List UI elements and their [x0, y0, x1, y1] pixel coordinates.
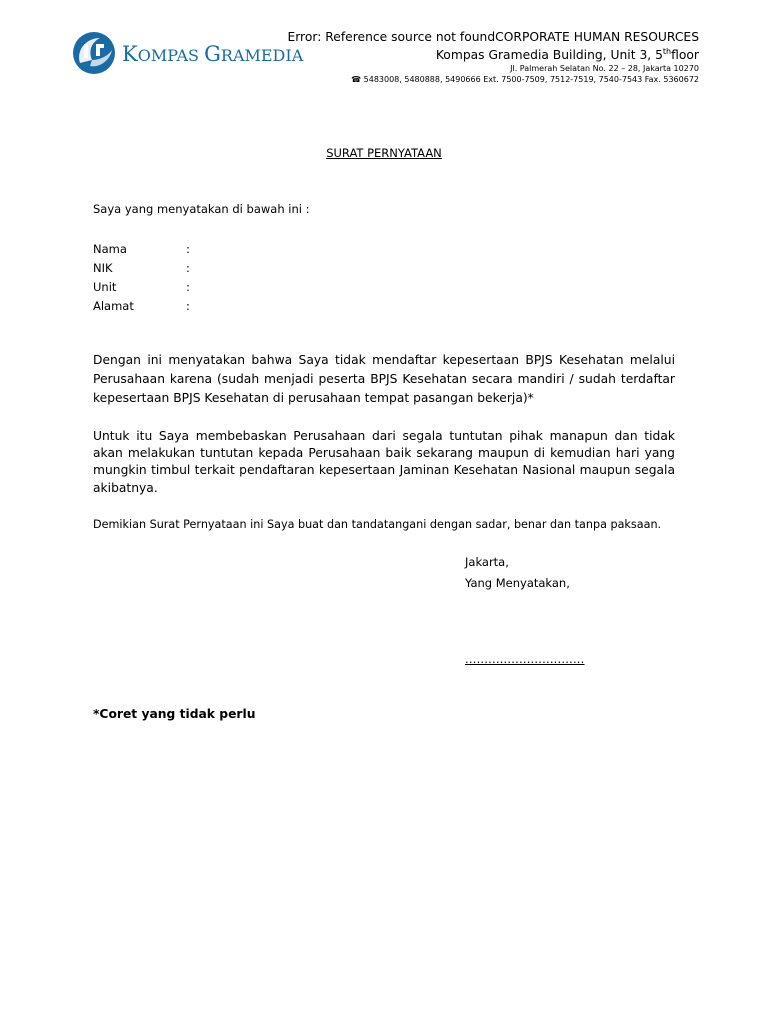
document-title: SURAT PERNYATAAN — [326, 146, 442, 160]
field-colon: : — [186, 260, 190, 275]
field-label: Alamat — [93, 298, 134, 313]
intro-text: Saya yang menyatakan di bawah ini : — [93, 202, 310, 216]
statement-paragraph: Dengan ini menyatakan bahwa Saya tidak mendaftar kepesertaan BPJS Kesehatan melalui Perusahaan karena (sudah menjadi peserta BPJS Kesehatan secara mandiri / sudah terdaftar kepesertaan BPJS Kesehatan di perusahaan tempat pasangan bekerja)* — [93, 353, 675, 405]
field-nama — [93, 239, 196, 258]
field-label: Unit — [93, 279, 117, 294]
field-unit — [93, 277, 196, 296]
field-colon: : — [186, 279, 190, 294]
signature-caption: Yang Menyatakan, — [465, 576, 570, 590]
field-colon: : — [186, 298, 190, 313]
logo-wordmark: KOMPAS GRAMEDIA — [122, 42, 304, 66]
identity-fields — [93, 239, 196, 315]
letterhead-phone: ☎ 5483008, 5480888, 5490666 Ext. 7500-7509, 7512-7519, 7540-7543 Fax. 5360672 — [351, 75, 699, 85]
kompas-gramedia-logo-icon — [70, 30, 120, 76]
letterhead-street: Jl. Palmerah Selatan No. 22 – 28, Jakarta 10270 — [510, 64, 699, 74]
signature-line: ............................... — [465, 652, 585, 666]
field-nik — [93, 258, 196, 277]
field-colon: : — [186, 241, 190, 256]
footnote: *Coret yang tidak perlu — [93, 707, 256, 721]
closing-paragraph: Demikian Surat Pernyataan ini Saya buat dan tandatangani dengan sadar, benar dan tanpa paksaan. — [93, 518, 662, 531]
field-label: NIK — [93, 260, 113, 275]
release-paragraph: Untuk itu Saya membebaskan Perusahaan dari segala tuntutan pihak manapun dan tidak akan melakukan tuntutan kepada Perusahaan baik sekarang maupun di kemudian hari yang mungkin timbul terkait pendaftaran kepesertaan Jaminan Kesehatan Nasional maupun segala akibatnya. — [93, 429, 675, 495]
letterhead-address — [287, 30, 699, 85]
letterhead-building: Kompas Gramedia Building, Unit 3, 5thfloor — [435, 47, 699, 63]
signature-city: Jakarta, — [465, 555, 509, 569]
field-alamat — [93, 296, 196, 315]
letterhead-department: Error: Reference source not foundCORPORATE HUMAN RESOURCES — [287, 30, 699, 44]
field-label: Nama — [93, 241, 127, 256]
